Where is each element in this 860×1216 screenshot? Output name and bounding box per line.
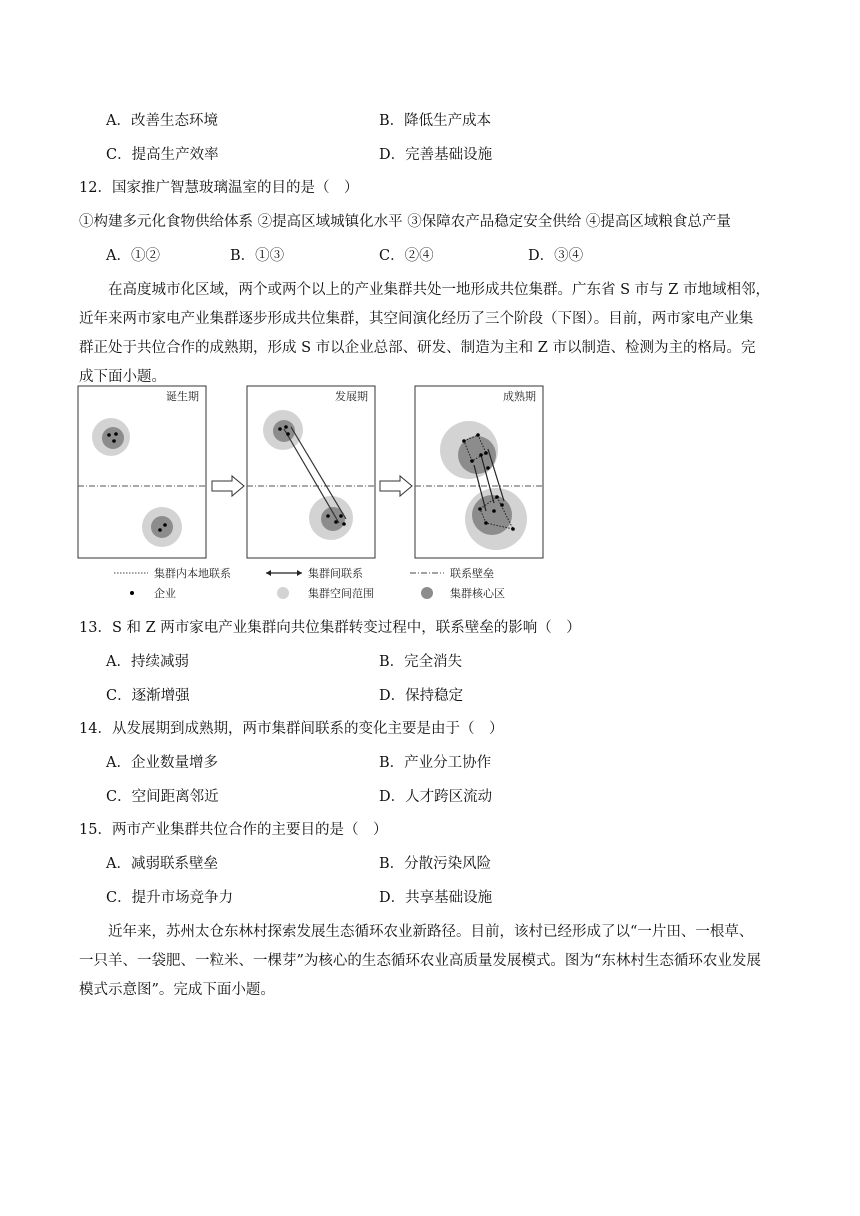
- legend-inter-link: 集群间联系: [308, 567, 363, 580]
- enterprise-dot: [484, 521, 488, 525]
- enterprise-dot: [495, 495, 499, 499]
- q12-option-b: B．①③: [230, 248, 285, 264]
- q15-option-d: D．共享基础设施: [379, 890, 493, 906]
- legend-spatial-range: 集群空间范围: [308, 587, 374, 600]
- q12-stem: 12．国家推广智慧玻璃温室的目的是（ ）: [79, 180, 359, 196]
- enterprise-dot: [278, 427, 282, 431]
- enterprise-dot: [511, 527, 515, 531]
- q15-option-b: B．分散污染风险: [379, 856, 492, 872]
- passage2-line-1: 近年来，苏州太仓东林村探索发展生态循环农业新路径。目前，该村已经形成了以“一片田、一根草、: [108, 924, 754, 940]
- enterprise-dot: [339, 514, 343, 518]
- cluster-evolution-figure: [76, 383, 548, 605]
- stage-arrow-1: [212, 476, 244, 496]
- q15-stem: 15．两市产业集群共位合作的主要目的是（ ）: [79, 822, 388, 838]
- figure-legend: [114, 566, 505, 600]
- enterprise-dot: [500, 503, 504, 507]
- enterprise-dot: [470, 459, 474, 463]
- cluster-core-s: [102, 427, 124, 449]
- q12-option-d: D．③④: [528, 248, 584, 264]
- legend-core-area: 集群核心区: [450, 587, 505, 600]
- q15-option-a: A．减弱联系壁垒: [106, 856, 218, 872]
- enterprise-dot: [107, 433, 111, 437]
- legend-enterprise: 企业: [154, 587, 176, 600]
- enterprise-dot: [486, 466, 490, 470]
- cluster-core-z: [472, 495, 512, 535]
- q15-option-c: C．提升市场竞争力: [106, 890, 234, 906]
- enterprise-dot: [158, 528, 162, 532]
- panel-title-birth: 诞生期: [166, 390, 199, 403]
- enterprise-dot: [284, 425, 288, 429]
- q12-option-c: C．②④: [379, 248, 434, 264]
- legend-spatial-range-symbol: [277, 587, 289, 599]
- enterprise-dot: [334, 520, 338, 524]
- enterprise-dot: [326, 514, 330, 518]
- cluster-core-s: [273, 420, 295, 442]
- enterprise-dot: [462, 439, 466, 443]
- panel-title-development: 发展期: [335, 390, 368, 403]
- q11-option-c: C．提高生产效率: [106, 147, 219, 163]
- q13-option-b: B．完全消失: [379, 654, 463, 670]
- q14-option-c: C．空间距离邻近: [106, 789, 219, 805]
- passage2-line-3: 模式示意图”。完成下面小题。: [79, 982, 275, 998]
- q13-option-a: A．持续减弱: [106, 654, 189, 670]
- q14-option-d: D．人才跨区流动: [379, 789, 493, 805]
- enterprise-dot: [286, 432, 290, 436]
- cluster-core-z: [151, 516, 173, 538]
- panel-title-maturity: 成熟期: [503, 390, 536, 403]
- legend-core-area-symbol: [421, 587, 433, 599]
- q14-option-b: B．产业分工协作: [379, 755, 492, 771]
- passage1-line-3: 群正处于共位合作的成熟期，形成 S 市以企业总部、研发、制造为主和 Z 市以制造、检测为主的格局。完: [79, 340, 756, 356]
- legend-enterprise-symbol: [130, 591, 134, 595]
- q11-option-b: B．降低生产成本: [379, 113, 492, 129]
- enterprise-dot: [476, 433, 480, 437]
- enterprise-dot: [342, 522, 346, 526]
- q12-statements: ①构建多元化食物供给体系 ②提高区域城镇化水平 ③保障农产品稳定安全供给 ④提高区域粮食总产量: [79, 214, 731, 230]
- enterprise-dot: [484, 451, 488, 455]
- q14-stem: 14．从发展期到成熟期，两市集群间联系的变化主要是由于（ ）: [79, 721, 504, 737]
- q12-option-a: A．①②: [106, 248, 160, 264]
- passage2-line-2: 一只羊、一袋肥、一粒米、一棵芽”为核心的生态循环农业高质量发展模式。图为“东林村生态循环农业发展: [79, 953, 761, 969]
- enterprise-dot: [112, 439, 116, 443]
- enterprise-dot: [478, 507, 482, 511]
- q13-option-c: C．逐渐增强: [106, 688, 190, 704]
- q11-option-d: D．完善基础设施: [379, 147, 493, 163]
- stage-arrow-2: [380, 476, 412, 496]
- enterprise-dot: [114, 432, 118, 436]
- q14-option-a: A．企业数量增多: [106, 755, 218, 771]
- q11-option-a: A．改善生态环境: [106, 113, 218, 129]
- enterprise-dot: [492, 509, 496, 513]
- legend-intra-link: 集群内本地联系: [154, 567, 231, 580]
- passage1-line-1: 在高度城市化区域，两个或两个以上的产业集群共处一地形成共位集群。广东省 S 市与 Z 市地域相邻，: [108, 282, 770, 298]
- passage1-line-4: 成下面小题。: [79, 369, 166, 385]
- q13-stem: 13．S 和 Z 两市家电产业集群向共位集群转变过程中，联系壁垒的影响（ ）: [79, 620, 581, 636]
- legend-barrier: 联系壁垒: [450, 567, 494, 580]
- panel-maturity: [415, 386, 543, 558]
- panel-birth: [78, 386, 206, 558]
- panel-development: [247, 386, 375, 558]
- passage1-line-2: 近年来两市家电产业集群逐步形成共位集群，其空间演化经历了三个阶段（下图）。目前，两市家电产业集: [79, 311, 754, 327]
- enterprise-dot: [479, 453, 483, 457]
- enterprise-dot: [163, 523, 167, 527]
- q13-option-d: D．保持稳定: [379, 688, 464, 704]
- passage-industrial-cluster: [79, 276, 781, 392]
- passage-eco-agriculture: [79, 918, 781, 1005]
